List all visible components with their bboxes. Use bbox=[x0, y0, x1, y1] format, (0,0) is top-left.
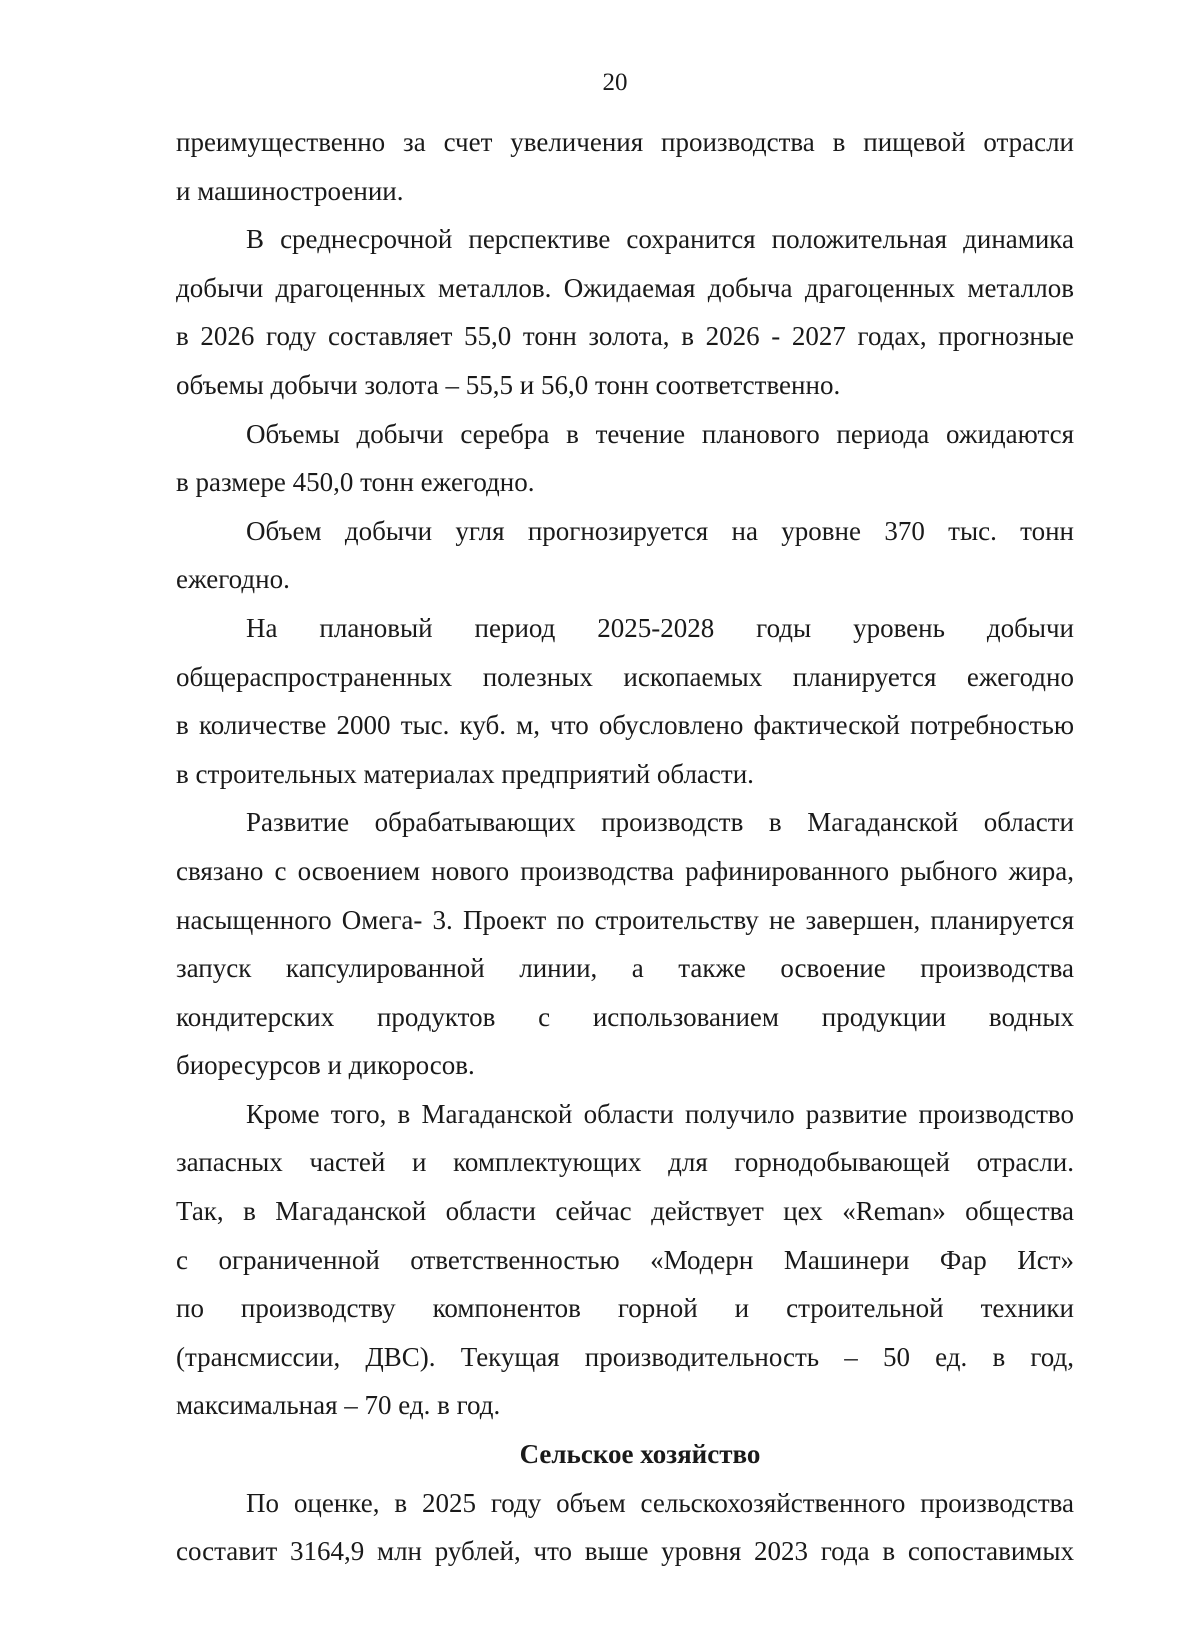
text-line: кондитерских продуктов с использованием продукции водных bbox=[176, 1001, 1074, 1032]
text-line: в строительных материалах предприятий области. bbox=[176, 758, 754, 789]
text-line: добычи драгоценных металлов. Ожидаемая добыча драгоценных металлов bbox=[176, 272, 1074, 303]
text-line: На плановый период 2025-2028 годы уровень добычи bbox=[246, 612, 1074, 643]
text-line: ежегодно. bbox=[176, 564, 290, 595]
paragraph-agriculture bbox=[176, 1479, 1074, 1576]
paragraph-minerals bbox=[176, 604, 1074, 798]
text-line: Объемы добычи серебра в течение планового периода ожидаются bbox=[246, 418, 1074, 449]
text-line: биоресурсов и дикоросов. bbox=[176, 1050, 475, 1081]
text-line: максимальная – 70 ед. в год. bbox=[176, 1390, 501, 1421]
text-line: составит 3164,9 млн рублей, что выше уровня 2023 года в сопоставимых bbox=[176, 1536, 1074, 1567]
text-line: насыщенного Омега- 3. Проект по строительству не завершен, планируется bbox=[176, 904, 1074, 935]
text-line: в 2026 году составляет 55,0 тонн золота, в 2026 - 2027 годах, прогнозные bbox=[176, 321, 1074, 352]
paragraph-silver bbox=[176, 410, 1074, 507]
page-number: 20 bbox=[602, 69, 628, 96]
paragraph-precious-metals bbox=[176, 215, 1074, 409]
text-line: В среднесрочной перспективе сохранится положительная динамика bbox=[246, 224, 1074, 255]
text-line: Объем добычи угля прогнозируется на уровне 370 тыс. тонн bbox=[246, 515, 1074, 546]
text-line: запуск капсулированной линии, а также освоение производства bbox=[176, 953, 1074, 984]
text-line: (трансмиссии, ДВС). Текущая производительность – 50 ед. в год, bbox=[176, 1341, 1074, 1372]
paragraph-manufacturing bbox=[176, 798, 1074, 1090]
text-line: Кроме того, в Магаданской области получило развитие производство bbox=[246, 1098, 1074, 1129]
text-line: объемы добычи золота – 55,5 и 56,0 тонн соответственно. bbox=[176, 369, 841, 400]
text-line: Развитие обрабатывающих производств в Магаданской области bbox=[246, 807, 1074, 838]
text-line: запасных частей и комплектующих для горнодобывающей отрасли. bbox=[176, 1147, 1074, 1178]
text-line: преимущественно за счет увеличения производства в пищевой отрасли bbox=[176, 127, 1074, 157]
text-line: общераспространенных полезных ископаемых планируется ежегодно bbox=[176, 661, 1074, 692]
text-line: в количестве 2000 тыс. куб. м, что обусловлено фактической потребностью bbox=[176, 710, 1074, 741]
text-line: связано с освоением нового производства рафинированного рыбного жира, bbox=[176, 855, 1074, 886]
text-line: и машиностроении. bbox=[176, 175, 404, 206]
text-line: Так, в Магаданской области сейчас действует цех «Reman» общества bbox=[176, 1196, 1074, 1227]
paragraph-coal bbox=[176, 507, 1074, 604]
text-line: по производству компонентов горной и строительной техники bbox=[176, 1293, 1074, 1324]
text-line: По оценке, в 2025 году объем сельскохозяйственного производства bbox=[246, 1487, 1074, 1518]
text-line: в размере 450,0 тонн ежегодно. bbox=[176, 467, 535, 498]
text-line: с ограниченной ответственностью «Модерн Машинери Фар Ист» bbox=[176, 1244, 1074, 1275]
document-body bbox=[176, 118, 1074, 1576]
paragraph-spare-parts bbox=[176, 1090, 1074, 1430]
paragraph-continuation bbox=[176, 118, 1074, 215]
section-heading: Сельское хозяйство bbox=[519, 1439, 761, 1470]
